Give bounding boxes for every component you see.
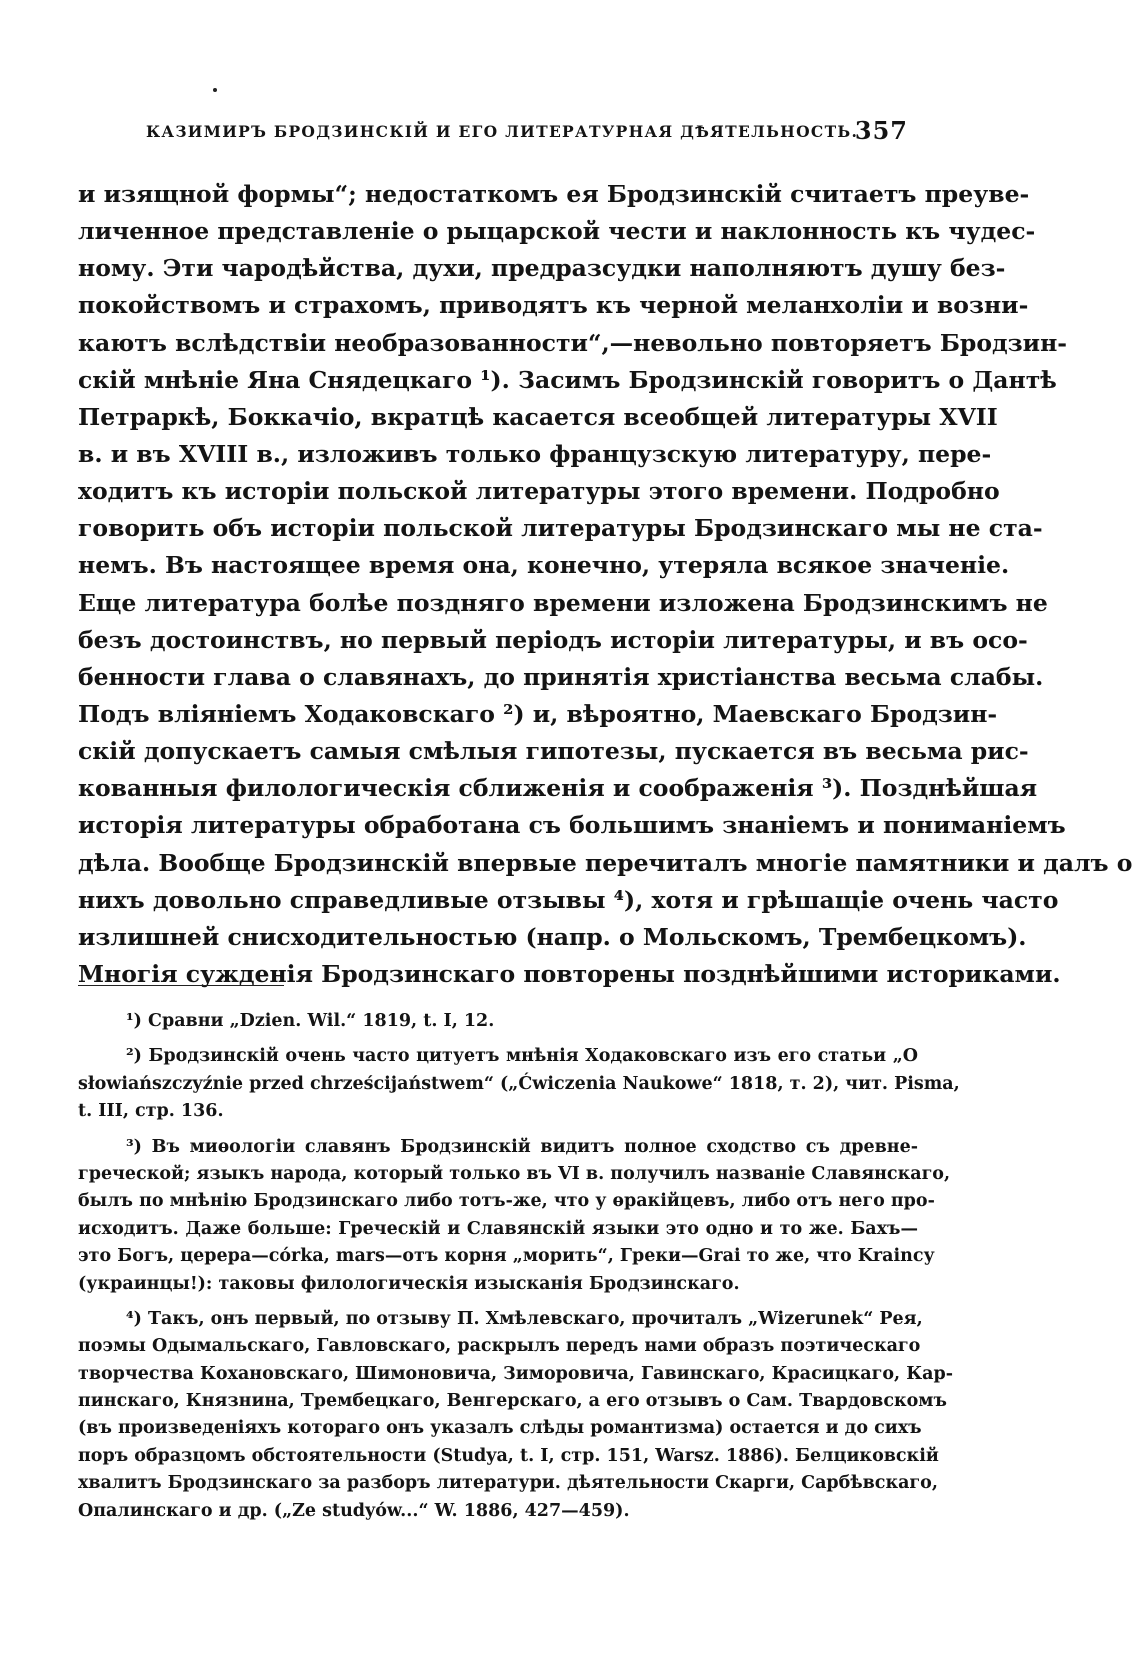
text-line: исторія литературы обработана съ большимъ знаніемъ и пониманіемъ (78, 811, 1066, 840)
text-line: безъ достоинствъ, но первый періодъ исторіи литературы, и въ осо- (78, 625, 1028, 654)
text-line: излишней снисходительностью (напр. о Мольскомъ, Трембецкомъ). (78, 922, 1027, 951)
text-line: Петраркѣ, Боккачіо, вкратцѣ касается всеобщей литературы XVII (78, 402, 998, 431)
text-line: ному. Эти чародѣйства, духи, предразсудки наполняютъ душу без- (78, 254, 1006, 283)
footnote-line: былъ по мнѣнію Бродзинскаго либо тотъ-же, что у ѳракійцевъ, либо отъ него про- (78, 1191, 935, 1212)
footnote-line: поръ образцомъ обстоятельности (Studya, t. I, стр. 151, Warsz. 1886). Белциковскій (78, 1445, 939, 1466)
footnote-line: пинскаго, Князнина, Трембецкаго, Венгерскаго, а его отзывъ о Сам. Твардовскомъ (78, 1391, 947, 1412)
text-line: бенности глава о славянахъ, до принятія христіанства весьма слабы. (78, 662, 1044, 691)
text-line: в. и въ XVIII в., изложивъ только французскую литературу, пере- (78, 439, 992, 468)
footnote-separator (78, 985, 284, 986)
text-line: немъ. Въ настоящее время она, конечно, утеряла всякое значеніе. (78, 551, 1010, 580)
text-line: каютъ вслѣдствіи необразованности“,—невольно повторяетъ Бродзин- (78, 328, 1068, 357)
footnote-4 (78, 1306, 953, 1525)
text-line: дѣла. Вообще Бродзинскій впервые перечиталъ многіе памятники и далъ о (78, 848, 1133, 877)
text-line: нихъ довольно справедливые отзывы ⁴), хотя и грѣшащіе очень часто (78, 885, 1059, 914)
text-line: личенное представленіе о рыцарской чести и наклонность къ чудес- (78, 217, 1036, 246)
footnote-line: ¹) Сравни „Dzien. Wil.“ 1819, t. I, 12. (126, 1011, 495, 1031)
text-line: покойствомъ и страхомъ, приводятъ къ черной меланхоліи и возни- (78, 291, 1029, 320)
footnote-line: t. III, стр. 136. (78, 1101, 224, 1122)
main-text (78, 176, 1133, 993)
footnote-3 (78, 1134, 951, 1298)
footnote-line: ³) Въ миѳологіи славянъ Бродзинскій видитъ полное сходство съ древне- (126, 1136, 918, 1157)
text-line: Подъ вліяніемъ Ходаковскаго ²) и, вѣроятно, Маевскаго Бродзин- (78, 699, 998, 728)
text-line: говорить объ исторіи польской литературы Бродзинскаго мы не ста- (78, 514, 1043, 543)
footnote-2 (78, 1043, 960, 1125)
footnote-line: это Богъ, церера—córka, mars—отъ корня „морить“, Греки—Grai то же, что Krainсу (78, 1246, 935, 1267)
footnote-line: хвалитъ Бродзинскаго за разборъ литератури. дѣятельности Скарги, Сарбѣвскаго, (78, 1473, 938, 1494)
footnote-line: ⁴) Такъ, онъ первый, по отзыву П. Хмѣлевскаго, прочиталъ „Wizerunek“ Рея, (126, 1308, 923, 1329)
footnote-line: (въ произведеніяхъ котораго онъ указалъ слѣды романтизма) остается и до сихъ (78, 1418, 922, 1439)
text-line: ходитъ къ исторіи польской литературы этого времени. Подробно (78, 477, 1000, 506)
footnote-line: (украинцы!): таковы филологическія изысканія Бродзинскаго. (78, 1273, 740, 1294)
text-line: скій допускаетъ самыя смѣлыя гипотезы, пускается въ весьма рис- (78, 737, 1029, 766)
text-line: скій мнѣніе Яна Снядецкаго ¹). Засимъ Бродзинскій говоритъ о Дантѣ (78, 365, 1057, 394)
footnote-line: ²) Бродзинскій очень часто цитуетъ мнѣнія Ходаковскаго изъ его статьи „O (126, 1046, 918, 1067)
footnote-line: греческой; языкъ народа, который только въ VI в. получилъ названіе Славянскаго, (78, 1163, 951, 1184)
text-line: Многія сужденія Бродзинскаго повторены позднѣйшими историками. (78, 959, 1061, 988)
footnote-line: поэмы Одымальскаго, Гавловскаго, раскрылъ передъ нами образъ поэтическаго (78, 1336, 921, 1357)
footnote-line: творчества Кохановскаго, Шимоновича, Зиморовича, Гавинскаго, Красицкаго, Кар- (78, 1363, 953, 1384)
print-speck (213, 88, 217, 92)
footnote-1 (78, 1008, 918, 1035)
text-line: кованныя филологическія сближенія и соображенія ³). Позднѣйшая (78, 774, 1038, 803)
footnote-line: исходитъ. Даже больше: Греческій и Славянскій языки это одно и то же. Бахъ— (78, 1218, 918, 1239)
page-header (146, 116, 908, 156)
text-line: Еще литература болѣе поздняго времени изложена Бродзинскимъ не (78, 588, 1048, 617)
footnote-line: Опалинскаго и др. („Ze studyów...“ W. 1886, 427—459). (78, 1500, 630, 1521)
running-title: КАЗИМИРЪ БРОДЗИНСКІЙ И ЕГО ЛИТЕРАТУРНАЯ ДѢЯТЕЛЬНОСТЬ. (146, 122, 859, 141)
footnote-line: słowiańszczyźnie przed chrześcijaństwem“ („Ćwiczenia Naukowe“ 1818, т. 2), чит. Pisma, (78, 1073, 960, 1094)
page-number: 357 (854, 116, 908, 145)
footnotes (78, 1008, 960, 1533)
text-line: и изящной формы“; недостаткомъ ея Бродзинскій считаетъ преуве- (78, 180, 1030, 208)
